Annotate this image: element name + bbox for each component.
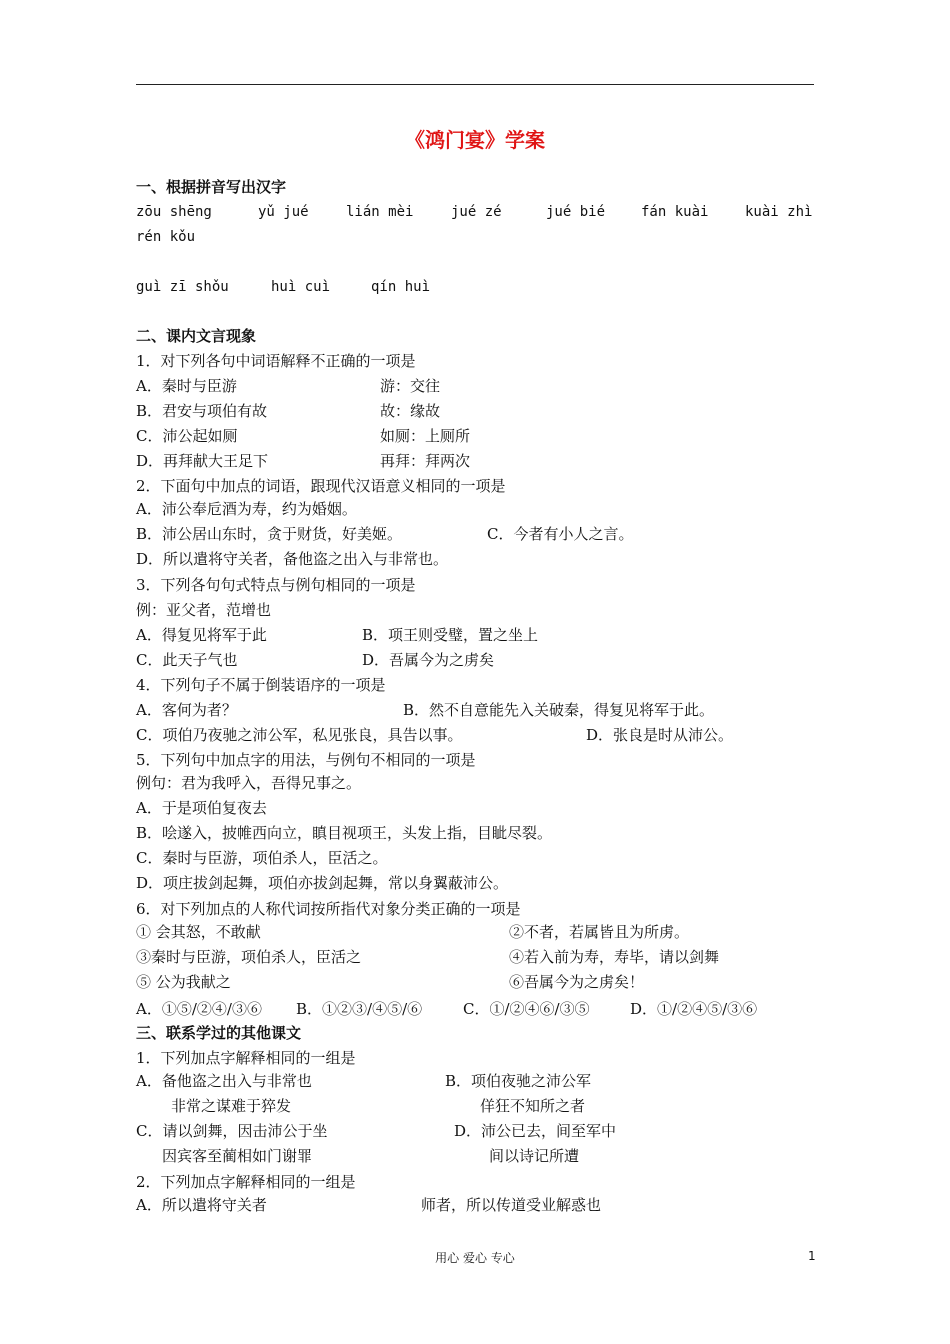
pinyin-7: kuài zhì [745, 204, 813, 220]
q2-option-d: D．所以遣将守关者，备他盗之出入与非常也。 [136, 550, 449, 568]
q6-item-4: ④若入前为寿，寿毕，请以剑舞 [509, 948, 720, 966]
q6-option-c: C．①/②④⑥/③⑤ [463, 1000, 590, 1018]
section-3-heading: 三、联系学过的其他课文 [136, 1024, 302, 1042]
pinyin-8: rén kǒu [136, 229, 196, 245]
q4-option-a: A．客何为者？ [136, 701, 237, 719]
q5-option-a: A．于是项伯复夜去 [136, 799, 267, 817]
q6-option-a: A．①⑤/②④/③⑥ [136, 1000, 262, 1018]
q5-example: 例句：君为我呼入，吾得兄事之。 [136, 774, 362, 792]
q6-item-5: ⑤ 公为我献之 [136, 973, 231, 991]
q3-stem: 3．下列各句句式特点与例句相同的一项是 [136, 576, 416, 594]
q3-option-c: C．此天子气也 [136, 651, 238, 669]
q5-stem: 5．下列句中加点字的用法，与例句不相同的一项是 [136, 751, 476, 769]
q4-option-b: B．然不自意能先入关破秦，得复见将军于此。 [403, 701, 715, 719]
page-title: 《鸿门宴》学案 [405, 128, 545, 152]
pinyin-1: zōu shēng [136, 204, 212, 220]
header-rule [136, 84, 814, 85]
page-number: 1 [808, 1249, 816, 1263]
q2-stem: 2．下面句中加点的词语，跟现代汉语意义相同的一项是 [136, 477, 506, 495]
q1-option-b-explain: 故：缘故 [380, 402, 441, 420]
s3-q1-option-c-line1: C．请以剑舞，因击沛公于坐 [136, 1122, 328, 1140]
q1-option-a-explain: 游：交往 [380, 377, 441, 395]
q5-option-b: B．哙遂入，披帷西向立，瞋目视项王，头发上指，目眦尽裂。 [136, 824, 553, 842]
q3-option-d: D．吾属今为之虏矣 [362, 651, 495, 669]
q4-option-d: D．张良是时从沛公。 [586, 726, 734, 744]
section-1-heading: 一、根据拼音写出汉字 [136, 178, 287, 196]
q5-option-d: D．项庄拔剑起舞，项伯亦拔剑起舞，常以身翼蔽沛公。 [136, 874, 509, 892]
q6-option-b: B．①②③/④⑤/⑥ [296, 1000, 423, 1018]
q1-option-d-explain: 再拜：拜两次 [380, 452, 471, 470]
s3-q1-option-b-line1: B．项伯夜驰之沛公军 [445, 1072, 592, 1090]
q6-item-2: ②不者，若属皆且为所虏。 [509, 923, 690, 941]
pinyin-4: jué zé [451, 204, 502, 220]
q1-stem: 1．对下列各句中词语解释不正确的一项是 [136, 352, 416, 370]
q4-option-c: C．项伯乃夜驰之沛公军，私见张良，具告以事。 [136, 726, 463, 744]
s3-q1-option-a-line2: 非常之谋难于猝发 [171, 1097, 292, 1115]
pinyin-10: huì cuì [271, 279, 331, 295]
pinyin-3: lián mèi [346, 204, 414, 220]
q2-option-b: B．沛公居山东时，贪于财货，好美姬。 [136, 525, 403, 543]
pinyin-6: fán kuài [641, 204, 709, 220]
q6-option-d: D．①/②④⑤/③⑥ [630, 1000, 758, 1018]
s3-q2-option-a-line2: 师者，所以传道受业解惑也 [421, 1196, 602, 1214]
q1-option-c-explain: 如厕：上厕所 [380, 427, 471, 445]
s3-q1-stem: 1．下列加点字解释相同的一组是 [136, 1049, 356, 1067]
q3-option-a: A．得复见将军于此 [136, 626, 267, 644]
q5-option-c: C．秦时与臣游，项伯杀人，臣活之。 [136, 849, 388, 867]
q1-option-c: C．沛公起如厕 [136, 427, 238, 445]
footer-text: 用心 爱心 专心 [435, 1251, 515, 1265]
s3-q1-option-b-line2: 佯狂不知所之者 [480, 1097, 586, 1115]
q1-option-d: D．再拜献大王足下 [136, 452, 269, 470]
q2-option-c: C．今者有小人之言。 [487, 525, 634, 543]
pinyin-5: jué bié [546, 204, 606, 220]
q6-item-3: ③秦时与臣游，项伯杀人，臣活之 [136, 948, 362, 966]
q4-stem: 4．下列句子不属于倒装语序的一项是 [136, 676, 386, 694]
pinyin-9: guì zī shǒu [136, 279, 229, 295]
section-2-heading: 二、课内文言现象 [136, 327, 257, 345]
s3-q1-option-d-line1: D．沛公已去，间至军中 [454, 1122, 617, 1140]
q6-item-6: ⑥吾属今为之虏矣！ [509, 973, 645, 991]
s3-q2-option-a-line1: A．所以遣将守关者 [136, 1196, 267, 1214]
pinyin-2: yǔ jué [258, 204, 309, 220]
q1-option-b: B．君安与项伯有故 [136, 402, 268, 420]
s3-q1-option-c-line2: 因宾客至蔺相如门谢罪 [162, 1147, 313, 1165]
s3-q1-option-d-line2: 间以诗记所遭 [489, 1147, 580, 1165]
q1-option-a: A．秦时与臣游 [136, 377, 237, 395]
pinyin-11: qín huì [371, 279, 431, 295]
q3-example: 例：亚父者，范增也 [136, 601, 272, 619]
q3-option-b: B．项王则受璧，置之坐上 [362, 626, 539, 644]
q6-stem: 6．对下列加点的人称代词按所指代对象分类正确的一项是 [136, 900, 521, 918]
s3-q2-stem: 2．下列加点字解释相同的一组是 [136, 1173, 356, 1191]
s3-q1-option-a-line1: A．备他盗之出入与非常也 [136, 1072, 312, 1090]
q6-item-1: ① 会其怒，不敢献 [136, 923, 261, 941]
q2-option-a: A．沛公奉卮酒为寿，约为婚姻。 [136, 500, 357, 518]
